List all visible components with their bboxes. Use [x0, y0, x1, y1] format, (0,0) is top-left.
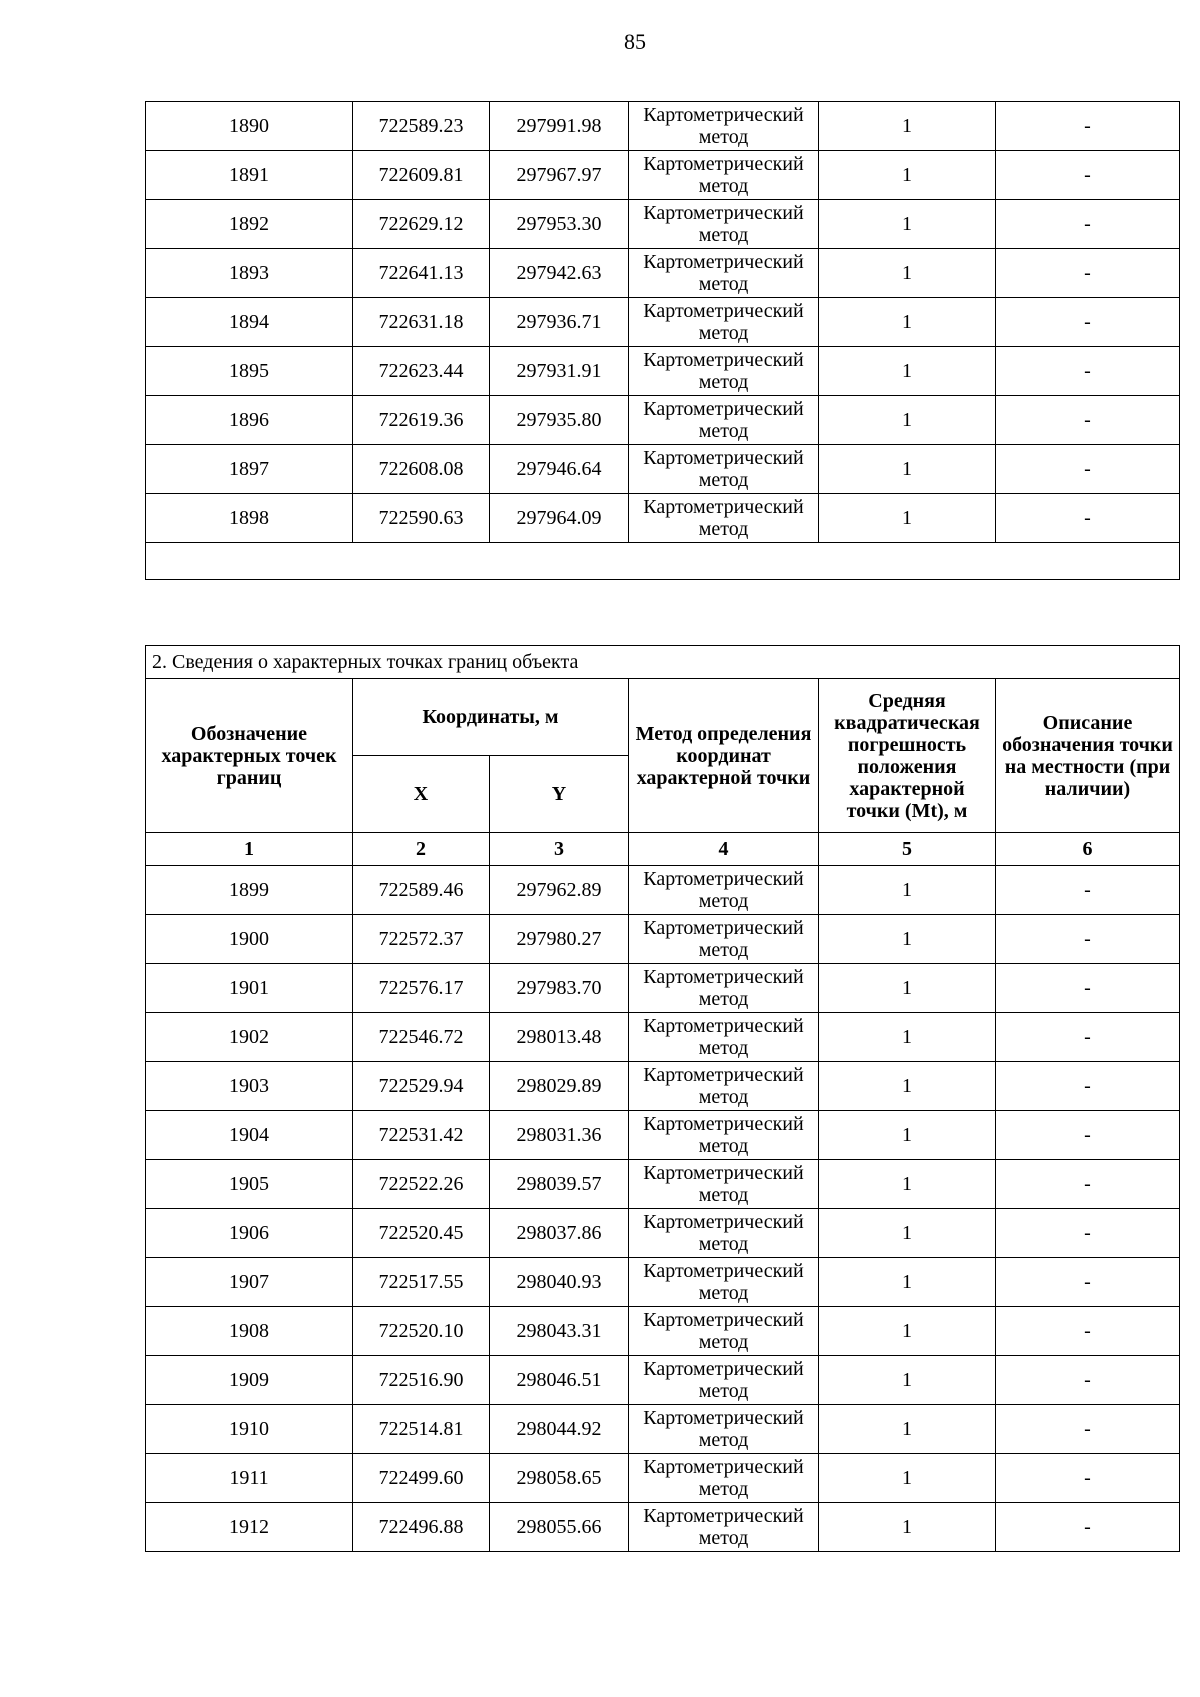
point-cell: 1894	[146, 298, 353, 347]
method-text: метод	[698, 420, 749, 442]
table-1-body	[146, 102, 1180, 580]
table-row	[146, 1405, 1180, 1454]
table-row	[146, 1454, 1180, 1503]
method-text: метод	[698, 322, 749, 344]
x-cell: 722499.60	[353, 1454, 490, 1503]
coordinates-table-continued	[145, 101, 1180, 580]
method-text: метод	[698, 273, 749, 295]
y-cell: 298040.93	[490, 1258, 629, 1307]
header-description: Описание обозначения точки на местности (при наличии)	[996, 679, 1180, 833]
method-text: метод	[698, 518, 749, 540]
description-cell: -	[996, 1307, 1180, 1356]
accuracy-cell: 1	[819, 1111, 996, 1160]
empty-row	[146, 543, 1180, 580]
method-cell	[629, 1013, 819, 1062]
column-number: 5	[819, 833, 996, 866]
method-cell	[629, 249, 819, 298]
point-cell: 1904	[146, 1111, 353, 1160]
description-cell: -	[996, 494, 1180, 543]
page-number: 85	[624, 29, 646, 54]
accuracy-cell: 1	[819, 445, 996, 494]
table-row	[146, 1503, 1180, 1552]
table-row	[146, 347, 1180, 396]
method-text: метод	[698, 1331, 749, 1353]
method-text: метод	[698, 988, 749, 1010]
table-caption-row	[146, 646, 1180, 679]
accuracy-cell: 1	[819, 1307, 996, 1356]
accuracy-cell: 1	[819, 1454, 996, 1503]
method-cell	[629, 1356, 819, 1405]
accuracy-cell: 1	[819, 1503, 996, 1552]
description-cell: -	[996, 249, 1180, 298]
method-text: Картометрический	[643, 868, 804, 890]
header-y: Y	[490, 756, 629, 833]
x-cell: 722609.81	[353, 151, 490, 200]
accuracy-cell: 1	[819, 964, 996, 1013]
column-number: 6	[996, 833, 1180, 866]
method-cell	[629, 866, 819, 915]
description-cell: -	[996, 866, 1180, 915]
method-text: метод	[698, 1282, 749, 1304]
point-cell: 1910	[146, 1405, 353, 1454]
method-cell	[629, 151, 819, 200]
x-cell: 722529.94	[353, 1062, 490, 1111]
y-cell: 298043.31	[490, 1307, 629, 1356]
point-cell: 1891	[146, 151, 353, 200]
method-text: Картометрический	[643, 496, 804, 518]
method-text: метод	[698, 939, 749, 961]
point-cell: 1898	[146, 494, 353, 543]
x-cell: 722572.37	[353, 915, 490, 964]
accuracy-cell: 1	[819, 102, 996, 151]
header-accuracy: Средняя квадратическая погрешность положения характерной точки (Mt), м	[819, 679, 996, 833]
y-cell: 297967.97	[490, 151, 629, 200]
x-cell: 722520.45	[353, 1209, 490, 1258]
method-text: метод	[698, 1135, 749, 1157]
y-cell: 297962.89	[490, 866, 629, 915]
point-cell: 1905	[146, 1160, 353, 1209]
description-cell: -	[996, 1258, 1180, 1307]
description-cell: -	[996, 915, 1180, 964]
y-cell: 297980.27	[490, 915, 629, 964]
x-cell: 722631.18	[353, 298, 490, 347]
point-cell: 1907	[146, 1258, 353, 1307]
accuracy-cell: 1	[819, 1405, 996, 1454]
method-text: Картометрический	[643, 1260, 804, 1282]
method-text: метод	[698, 1184, 749, 1206]
description-cell: -	[996, 200, 1180, 249]
y-cell: 298029.89	[490, 1062, 629, 1111]
x-cell: 722522.26	[353, 1160, 490, 1209]
point-cell: 1893	[146, 249, 353, 298]
table-row	[146, 964, 1180, 1013]
x-cell: 722623.44	[353, 347, 490, 396]
table-row	[146, 1209, 1180, 1258]
method-text: метод	[698, 175, 749, 197]
y-cell: 298037.86	[490, 1209, 629, 1258]
y-cell: 297931.91	[490, 347, 629, 396]
table-row	[146, 1160, 1180, 1209]
point-cell: 1906	[146, 1209, 353, 1258]
accuracy-cell: 1	[819, 866, 996, 915]
method-text: метод	[698, 126, 749, 148]
y-cell: 298039.57	[490, 1160, 629, 1209]
method-text: Картометрический	[643, 1358, 804, 1380]
description-cell: -	[996, 1209, 1180, 1258]
header-designation: Обозначение характерных точек границ	[146, 679, 353, 833]
description-cell: -	[996, 1503, 1180, 1552]
method-text: метод	[698, 371, 749, 393]
y-cell: 297942.63	[490, 249, 629, 298]
x-cell: 722531.42	[353, 1111, 490, 1160]
x-cell: 722589.23	[353, 102, 490, 151]
method-text: метод	[698, 1429, 749, 1451]
method-text: Картометрический	[643, 251, 804, 273]
table-row	[146, 249, 1180, 298]
y-cell: 297983.70	[490, 964, 629, 1013]
x-cell: 722590.63	[353, 494, 490, 543]
y-cell: 298044.92	[490, 1405, 629, 1454]
accuracy-cell: 1	[819, 1013, 996, 1062]
method-cell	[629, 396, 819, 445]
table-row	[146, 866, 1180, 915]
table-row	[146, 151, 1180, 200]
method-text: Картометрический	[643, 202, 804, 224]
accuracy-cell: 1	[819, 200, 996, 249]
point-cell: 1909	[146, 1356, 353, 1405]
y-cell: 298013.48	[490, 1013, 629, 1062]
point-cell: 1901	[146, 964, 353, 1013]
column-number: 1	[146, 833, 353, 866]
accuracy-cell: 1	[819, 1356, 996, 1405]
accuracy-cell: 1	[819, 396, 996, 445]
y-cell: 298031.36	[490, 1111, 629, 1160]
method-text: Картометрический	[643, 153, 804, 175]
point-cell: 1897	[146, 445, 353, 494]
y-cell: 298058.65	[490, 1454, 629, 1503]
method-cell	[629, 298, 819, 347]
table-row	[146, 1307, 1180, 1356]
description-cell: -	[996, 102, 1180, 151]
method-text: Картометрический	[643, 1505, 804, 1527]
method-cell	[629, 1307, 819, 1356]
table-caption: 2. Сведения о характерных точках границ объекта	[146, 646, 1180, 679]
method-cell	[629, 964, 819, 1013]
description-cell: -	[996, 1405, 1180, 1454]
accuracy-cell: 1	[819, 1258, 996, 1307]
header-method: Метод определения координат характерной точки	[629, 679, 819, 833]
accuracy-cell: 1	[819, 1062, 996, 1111]
point-cell: 1895	[146, 347, 353, 396]
method-text: Картометрический	[643, 1113, 804, 1135]
column-number: 4	[629, 833, 819, 866]
table-row	[146, 1111, 1180, 1160]
y-cell: 297936.71	[490, 298, 629, 347]
method-text: метод	[698, 890, 749, 912]
boundary-points-table	[145, 645, 1180, 1552]
point-cell: 1900	[146, 915, 353, 964]
method-cell	[629, 102, 819, 151]
method-cell	[629, 1062, 819, 1111]
header-row	[146, 679, 1180, 756]
description-cell: -	[996, 1013, 1180, 1062]
method-cell	[629, 915, 819, 964]
method-text: метод	[698, 1086, 749, 1108]
method-text: Картометрический	[643, 1162, 804, 1184]
x-cell: 722516.90	[353, 1356, 490, 1405]
table-row	[146, 298, 1180, 347]
header-x: X	[353, 756, 490, 833]
x-cell: 722517.55	[353, 1258, 490, 1307]
point-cell: 1890	[146, 102, 353, 151]
method-cell	[629, 1111, 819, 1160]
method-text: метод	[698, 1478, 749, 1500]
accuracy-cell: 1	[819, 494, 996, 543]
y-cell: 297991.98	[490, 102, 629, 151]
description-cell: -	[996, 1356, 1180, 1405]
y-cell: 298046.51	[490, 1356, 629, 1405]
y-cell: 297946.64	[490, 445, 629, 494]
method-text: Картометрический	[643, 398, 804, 420]
empty-cell	[146, 543, 1180, 580]
x-cell: 722589.46	[353, 866, 490, 915]
method-text: Картометрический	[643, 1407, 804, 1429]
method-text: Картометрический	[643, 300, 804, 322]
method-text: Картометрический	[643, 447, 804, 469]
method-text: метод	[698, 1233, 749, 1255]
x-cell: 722608.08	[353, 445, 490, 494]
description-cell: -	[996, 151, 1180, 200]
method-text: Картометрический	[643, 1456, 804, 1478]
y-cell: 297964.09	[490, 494, 629, 543]
table-row	[146, 1258, 1180, 1307]
method-cell	[629, 1454, 819, 1503]
method-text: Картометрический	[643, 1015, 804, 1037]
description-cell: -	[996, 1160, 1180, 1209]
table-row	[146, 102, 1180, 151]
description-cell: -	[996, 396, 1180, 445]
point-cell: 1902	[146, 1013, 353, 1062]
point-cell: 1911	[146, 1454, 353, 1503]
method-text: метод	[698, 1380, 749, 1402]
method-text: метод	[698, 469, 749, 491]
y-cell: 297953.30	[490, 200, 629, 249]
method-cell	[629, 1258, 819, 1307]
method-cell	[629, 200, 819, 249]
accuracy-cell: 1	[819, 151, 996, 200]
column-number: 2	[353, 833, 490, 866]
table-row	[146, 1013, 1180, 1062]
description-cell: -	[996, 445, 1180, 494]
accuracy-cell: 1	[819, 1209, 996, 1258]
point-cell: 1908	[146, 1307, 353, 1356]
method-cell	[629, 1405, 819, 1454]
table-row	[146, 1062, 1180, 1111]
table-row	[146, 445, 1180, 494]
accuracy-cell: 1	[819, 1160, 996, 1209]
point-cell: 1903	[146, 1062, 353, 1111]
method-text: Картометрический	[643, 349, 804, 371]
x-cell: 722496.88	[353, 1503, 490, 1552]
x-cell: 722641.13	[353, 249, 490, 298]
table-2-body	[146, 866, 1180, 1552]
description-cell: -	[996, 298, 1180, 347]
x-cell: 722546.72	[353, 1013, 490, 1062]
description-cell: -	[996, 1454, 1180, 1503]
accuracy-cell: 1	[819, 249, 996, 298]
description-cell: -	[996, 1062, 1180, 1111]
y-cell: 298055.66	[490, 1503, 629, 1552]
method-cell	[629, 1503, 819, 1552]
method-text: Картометрический	[643, 1309, 804, 1331]
point-cell: 1912	[146, 1503, 353, 1552]
x-cell: 722619.36	[353, 396, 490, 445]
description-cell: -	[996, 964, 1180, 1013]
table-row	[146, 396, 1180, 445]
method-cell	[629, 1209, 819, 1258]
accuracy-cell: 1	[819, 298, 996, 347]
x-cell: 722514.81	[353, 1405, 490, 1454]
table-row	[146, 915, 1180, 964]
description-cell: -	[996, 1111, 1180, 1160]
x-cell: 722576.17	[353, 964, 490, 1013]
column-numbers-row	[146, 833, 1180, 866]
accuracy-cell: 1	[819, 347, 996, 396]
method-text: Картометрический	[643, 1064, 804, 1086]
method-cell	[629, 347, 819, 396]
x-cell: 722629.12	[353, 200, 490, 249]
point-cell: 1899	[146, 866, 353, 915]
method-text: метод	[698, 224, 749, 246]
y-cell: 297935.80	[490, 396, 629, 445]
method-cell	[629, 445, 819, 494]
method-text: метод	[698, 1037, 749, 1059]
method-text: Картометрический	[643, 917, 804, 939]
point-cell: 1892	[146, 200, 353, 249]
method-cell	[629, 494, 819, 543]
table-row	[146, 200, 1180, 249]
column-number: 3	[490, 833, 629, 866]
method-text: Картометрический	[643, 966, 804, 988]
table-row	[146, 494, 1180, 543]
method-text: метод	[698, 1527, 749, 1549]
accuracy-cell: 1	[819, 915, 996, 964]
point-cell: 1896	[146, 396, 353, 445]
header-coordinates: Координаты, м	[353, 679, 629, 756]
table-row	[146, 1356, 1180, 1405]
method-cell	[629, 1160, 819, 1209]
method-text: Картометрический	[643, 1211, 804, 1233]
x-cell: 722520.10	[353, 1307, 490, 1356]
method-text: Картометрический	[643, 104, 804, 126]
description-cell: -	[996, 347, 1180, 396]
